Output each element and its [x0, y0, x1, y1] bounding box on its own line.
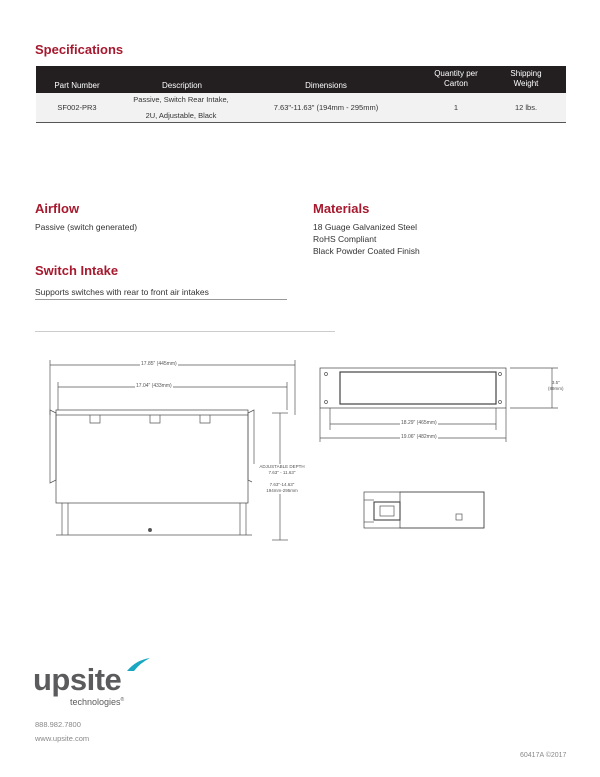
switch-intake-text: Supports switches with rear to front air intakes [35, 287, 209, 297]
materials-title: Materials [313, 201, 370, 216]
logo-swoosh-icon [126, 657, 152, 673]
cell-part-number: SF002-PR3 [57, 103, 97, 112]
footer-phone: 888.982.7800 [35, 720, 81, 729]
logo-subtitle-text: technologies [70, 697, 121, 707]
adjustable-depth-in: 7.63" - 11.63" [268, 470, 296, 475]
front-height [548, 380, 564, 392]
front-height-mm: (89mm) [548, 386, 564, 391]
specifications-title: Specifications [35, 42, 124, 57]
top-width-inner: 17.04" (433mm) [136, 383, 172, 389]
th-description: Description [161, 81, 202, 90]
th-quantity [411, 69, 501, 89]
th-quantity-line2: Carton [443, 79, 468, 88]
list-item: 18 Guage Galvanized Steel [313, 222, 417, 232]
materials-list [313, 221, 420, 257]
list-item: Black Powder Coated Finish [313, 246, 420, 256]
cell-weight: 12 lbs. [514, 103, 538, 112]
cell-description-line2: 2U, Adjustable, Black [145, 111, 217, 120]
side-view-drawing [360, 488, 490, 538]
th-shipping-line2: Weight [513, 79, 539, 88]
adjustable-depth-label [252, 464, 312, 494]
registered-mark: ® [120, 697, 125, 703]
logo-subtitle [70, 697, 124, 707]
th-shipping-line1: Shipping [510, 69, 542, 78]
front-width-inner: 18.29" (465mm) [401, 420, 437, 426]
cell-description-line1: Passive, Switch Rear Intake, [133, 95, 229, 104]
adjustable-depth-alt1: 7.63"-14.63" [269, 482, 295, 487]
adjustable-depth-title: ADJUSTABLE DEPTH [259, 464, 305, 469]
th-quantity-line1: Quantity per [434, 69, 478, 78]
airflow-title: Airflow [35, 201, 80, 216]
th-shipping [496, 69, 556, 89]
footer-doc-code: 60417A ©2017 [520, 752, 567, 759]
front-height-in: 3.5" [551, 380, 560, 385]
th-dimensions: Dimensions [305, 81, 347, 90]
section-divider [35, 331, 335, 332]
cell-quantity: 1 [453, 103, 459, 112]
airflow-text: Passive (switch generated) [35, 222, 138, 232]
table-row [36, 93, 566, 123]
adjustable-depth-alt2: 194mm-295mm [266, 488, 298, 493]
spec-table-header [36, 66, 566, 93]
switch-intake-divider [35, 299, 287, 300]
top-width-outer: 17.85" (445mm) [141, 361, 177, 367]
switch-intake-title: Switch Intake [35, 263, 119, 278]
top-view-drawing [40, 355, 310, 555]
front-view-drawing [318, 360, 568, 450]
cell-dimensions: 7.63"-11.63" (194mm - 295mm) [273, 103, 379, 112]
upsite-logo-wordmark: upsite [33, 662, 122, 697]
th-part-number: Part Number [54, 81, 100, 90]
list-item: RoHS Compliant [313, 234, 377, 244]
front-width-outer: 19.06" (482mm) [401, 434, 437, 440]
cell-description [116, 92, 246, 124]
footer-website[interactable]: www.upsite.com [35, 734, 90, 743]
